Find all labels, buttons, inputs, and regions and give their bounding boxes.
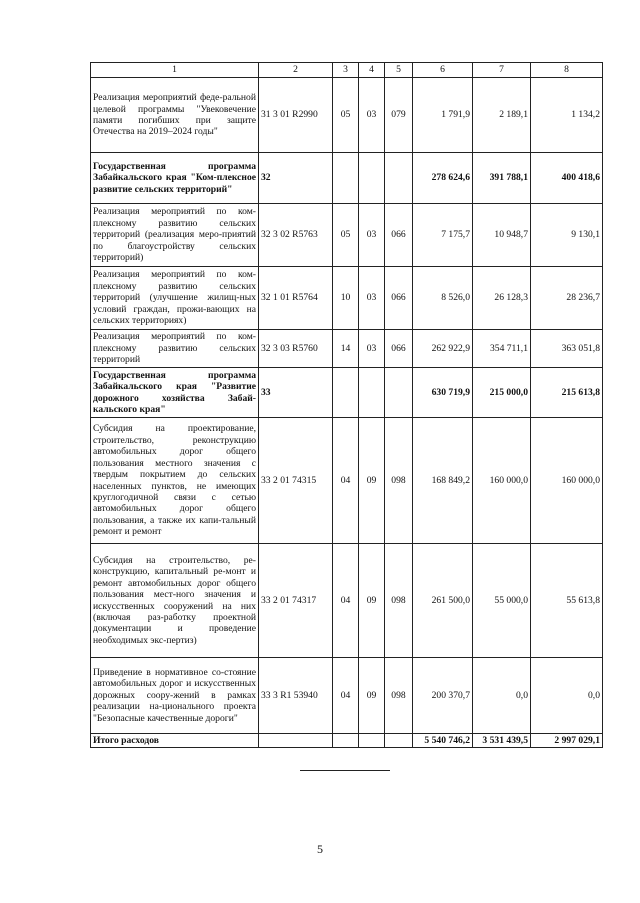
row-value-col8: 215 613,8 [531, 368, 603, 418]
row-section: 05 [333, 204, 359, 267]
row-value-col7: 0,0 [473, 658, 531, 734]
row-subsection: 09 [359, 418, 385, 544]
column-header: 5 [385, 63, 413, 78]
row-name: Государственная программа Забайкальского края "Ком-плексное развитие сельских территорий" [91, 153, 259, 204]
row-expense-type: 066 [385, 267, 413, 330]
table-row [91, 418, 603, 544]
row-name: Реализация мероприятий по ком-плексному развитию сельских территорий (реализация меро-приятий по благоустройству сельских территорий) [91, 204, 259, 267]
column-header: 1 [91, 63, 259, 78]
row-value-col7: 2 189,1 [473, 78, 531, 153]
row-expense-type: 098 [385, 418, 413, 544]
row-section: 04 [333, 418, 359, 544]
total-row [91, 734, 603, 748]
row-target-code: 33 [259, 368, 333, 418]
row-value-col6: 8 526,0 [413, 267, 473, 330]
row-subsection [359, 153, 385, 204]
row-subsection: 03 [359, 78, 385, 153]
row-expense-type: 066 [385, 204, 413, 267]
table-row [91, 658, 603, 734]
row-expense-type [385, 368, 413, 418]
row-name: Реализация мероприятий по ком-плексному развитию сельских территорий [91, 330, 259, 368]
total-value-col6: 5 540 746,2 [413, 734, 473, 748]
total-label: Итого расходов [91, 734, 259, 748]
total-value-col7: 3 531 439,5 [473, 734, 531, 748]
row-name: Субсидия на проектирование, строительство, реконструкцию автомобильных дорог общего пользования местного значения с твердым покрытием до сельских населенных пунктов, не имеющих круглогодичной связи с сетью автомобильных дорог общего пользования, а также их капи-тальный ремонт и ремонт [91, 418, 259, 544]
row-value-col8: 9 130,1 [531, 204, 603, 267]
column-header: 4 [359, 63, 385, 78]
row-subsection: 03 [359, 267, 385, 330]
row-target-code: 32 3 03 R5760 [259, 330, 333, 368]
row-expense-type: 098 [385, 658, 413, 734]
row-name: Реализация мероприятий по ком-плексному развитию сельских территорий (улучшение жилищ-ных условий граждан, прожи-вающих на сельских территориях) [91, 267, 259, 330]
total-value-col8: 2 997 029,1 [531, 734, 603, 748]
row-section: 04 [333, 544, 359, 658]
row-value-col7: 354 711,1 [473, 330, 531, 368]
row-value-col8: 55 613,8 [531, 544, 603, 658]
table-row [91, 368, 603, 418]
row-value-col8: 160 000,0 [531, 418, 603, 544]
row-name: Государственная программа Забайкальского края "Развитие дорожного хозяйства Забай-кальского края" [91, 368, 259, 418]
row-name: Субсидия на строительство, ре-конструкцию, капитальный ре-монт и ремонт автомобильных дорог общего пользования мест-ного значения и искусственных сооружений на них (включая раз-работку проектной документации и проведение необходимых экс-пертиз) [91, 544, 259, 658]
row-expense-type [385, 153, 413, 204]
row-value-col7: 10 948,7 [473, 204, 531, 267]
row-value-col8: 363 051,8 [531, 330, 603, 368]
column-header: 2 [259, 63, 333, 78]
row-subsection: 09 [359, 658, 385, 734]
row-subsection [359, 368, 385, 418]
row-target-code: 31 3 01 R2990 [259, 78, 333, 153]
table-row [91, 204, 603, 267]
row-name: Реализация мероприятий феде-ральной целевой программы "Увековечение памяти погибших при защите Отечества на 2019–2024 годы" [91, 78, 259, 153]
row-target-code: 32 1 01 R5764 [259, 267, 333, 330]
table-row [91, 153, 603, 204]
row-value-col8: 28 236,7 [531, 267, 603, 330]
column-header: 3 [333, 63, 359, 78]
row-value-col6: 1 791,9 [413, 78, 473, 153]
row-subsection: 09 [359, 544, 385, 658]
table-row [91, 544, 603, 658]
row-value-col8: 0,0 [531, 658, 603, 734]
row-target-code: 33 2 01 74315 [259, 418, 333, 544]
row-subsection: 03 [359, 204, 385, 267]
row-target-code: 32 [259, 153, 333, 204]
row-value-col6: 200 370,7 [413, 658, 473, 734]
row-subsection: 03 [359, 330, 385, 368]
row-value-col8: 400 418,6 [531, 153, 603, 204]
row-name: Приведение в нормативное со-стояние автомобильных дорог и искусственных дорожных соору-жений в рамках реализации на-ционального проекта "Безопасные качественные дороги" [91, 658, 259, 734]
table-row [91, 78, 603, 153]
row-value-col7: 26 128,3 [473, 267, 531, 330]
row-expense-type: 098 [385, 544, 413, 658]
table-header-row [91, 63, 603, 78]
row-value-col6: 261 500,0 [413, 544, 473, 658]
row-expense-type: 079 [385, 78, 413, 153]
row-target-code: 33 2 01 74317 [259, 544, 333, 658]
row-section: 10 [333, 267, 359, 330]
row-value-col6: 278 624,6 [413, 153, 473, 204]
row-value-col7: 215 000,0 [473, 368, 531, 418]
row-target-code: 33 3 R1 53940 [259, 658, 333, 734]
column-header: 8 [531, 63, 603, 78]
row-value-col6: 7 175,7 [413, 204, 473, 267]
row-value-col7: 391 788,1 [473, 153, 531, 204]
column-header: 6 [413, 63, 473, 78]
row-value-col7: 160 000,0 [473, 418, 531, 544]
row-section [333, 153, 359, 204]
row-section [333, 368, 359, 418]
row-value-col7: 55 000,0 [473, 544, 531, 658]
page-number: 5 [317, 842, 323, 856]
row-value-col6: 168 849,2 [413, 418, 473, 544]
budget-table [90, 62, 603, 748]
row-value-col6: 262 922,9 [413, 330, 473, 368]
table-row [91, 267, 603, 330]
row-target-code: 32 3 02 R5763 [259, 204, 333, 267]
row-value-col6: 630 719,9 [413, 368, 473, 418]
end-of-table-rule [300, 770, 390, 771]
column-header: 7 [473, 63, 531, 78]
table-row [91, 330, 603, 368]
row-section: 05 [333, 78, 359, 153]
row-section: 04 [333, 658, 359, 734]
row-section: 14 [333, 330, 359, 368]
row-value-col8: 1 134,2 [531, 78, 603, 153]
row-expense-type: 066 [385, 330, 413, 368]
